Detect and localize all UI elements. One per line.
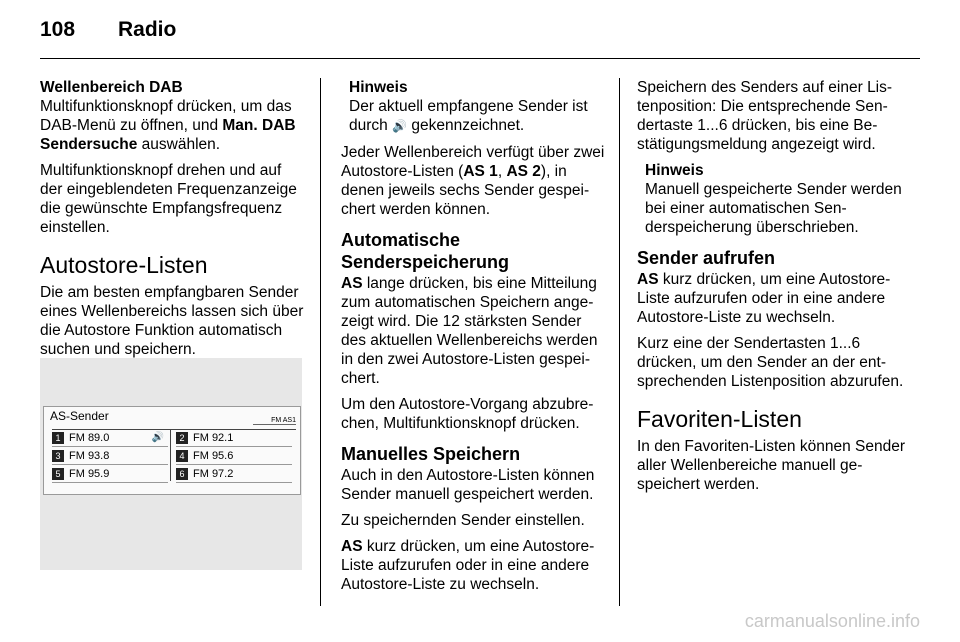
page-title: Radio bbox=[118, 18, 177, 41]
automatic-storing-paragraph-2: Um den Autostore-Vorgang abzubrechen, Multifunktionsknopf drücken. bbox=[341, 396, 594, 432]
automatic-storing-paragraph-1: AS lange drücken, bis eine Mitteilung zum automatischen Speichern angezeigt wird. Die 12 stärksten Sender des aktuellen Wellenbereichs werden in den zwei Autostore-Listen gespeichert. bbox=[341, 275, 598, 387]
radio-display bbox=[43, 406, 301, 495]
hint-1-title: Hinweis bbox=[349, 79, 408, 96]
manual-storing-paragraph-2: Zu speichernden Sender einstellen. bbox=[341, 512, 585, 529]
hint-box-1 bbox=[349, 78, 605, 136]
preset-4[interactable]: 4 FM 95.6 bbox=[176, 448, 292, 465]
column-3 bbox=[637, 78, 905, 501]
manual-storing-heading: Manuelles Speichern bbox=[341, 444, 521, 464]
column-2 bbox=[341, 78, 605, 601]
column-divider-1 bbox=[320, 78, 321, 606]
dab-heading: Wellenbereich DAB bbox=[40, 79, 183, 96]
column-1 bbox=[40, 78, 304, 366]
page-header bbox=[40, 18, 176, 42]
autostore-lists-paragraph: Jeder Wellenbereich verfügt über zwei Autostore-Listen (AS 1, AS 2), in denen jeweils sechs Sender gespeichert werden können. bbox=[341, 144, 605, 218]
preset-1[interactable]: 1 FM 89.0 🔊 bbox=[52, 430, 168, 447]
column-divider-2 bbox=[619, 78, 620, 606]
preset-grid-divider bbox=[170, 429, 171, 481]
page-number: 108 bbox=[40, 18, 76, 41]
autostore-heading: Autostore-Listen bbox=[40, 252, 208, 278]
hint-2-title: Hinweis bbox=[645, 162, 704, 179]
manual-storing-paragraph-1: Auch in den Autostore-Listen können Sender manuell gespeichert werden. bbox=[341, 467, 595, 503]
hint-2-text: Manuell gespeicherte Sender werden bei einer automatischen Senderspeicherung überschrieben. bbox=[645, 181, 902, 236]
dab-paragraph-2: Multifunktionsknopf drehen und auf der eingeblendeten Frequenzanzeige die gewünschte Empfangsfrequenz einstellen. bbox=[40, 162, 297, 236]
header-rule bbox=[40, 58, 920, 59]
favorites-paragraph: In den Favoriten-Listen können Sender aller Wellenbereiche manuell gespeichert werden. bbox=[637, 438, 905, 493]
favorites-heading: Favoriten-Listen bbox=[637, 406, 802, 432]
preset-2[interactable]: 2 FM 92.1 bbox=[176, 430, 292, 447]
speaker-icon: 🔊 bbox=[151, 432, 164, 443]
display-title: AS-Sender bbox=[50, 409, 109, 423]
recall-paragraph-1: AS kurz drücken, um eine Autostore-Liste aufzurufen oder in eine andere Autostore-Liste zu wechseln. bbox=[637, 271, 891, 326]
recall-heading: Sender aufrufen bbox=[637, 248, 776, 268]
recall-paragraph-2: Kurz eine der Sendertasten 1...6 drücken, um den Sender an der entsprechenden Listenposition abzurufen. bbox=[637, 335, 904, 390]
watermark: carmanualsonline.info bbox=[744, 611, 920, 631]
manual-storing-paragraph-3: AS kurz drücken, um eine Autostore-Liste aufzurufen oder in eine andere Autostore-Liste zu wechseln. bbox=[341, 538, 595, 593]
dab-paragraph-1: Multifunktionsknopf drücken, um das DAB-Menü zu öffnen, und Man. DAB Sendersuche auswählen. bbox=[40, 98, 296, 153]
autostore-screen-figure bbox=[40, 358, 302, 570]
speaker-icon: 🔊 bbox=[392, 119, 408, 133]
preset-6[interactable]: 6 FM 97.2 bbox=[176, 466, 292, 483]
automatic-storing-heading: Automatische Senderspeicherung bbox=[341, 230, 510, 272]
autostore-paragraph: Die am besten empfangbaren Sender eines Wellenbereichs lassen sich über die Autostore Funktion automatisch suchen und speichern. bbox=[40, 284, 304, 358]
display-list-tag: FM AS1 bbox=[253, 417, 296, 425]
preset-5[interactable]: 5 FM 95.9 bbox=[52, 466, 168, 483]
hint-1-text: Der aktuell empfangene Sender ist durch 🔊 gekennzeichnet. bbox=[349, 98, 588, 134]
hint-box-2 bbox=[645, 161, 905, 237]
store-position-paragraph: Speichern des Senders auf einer Listenposition: Die entsprechende Sendertaste 1...6 drücken, bis eine Bestätigungsmeldung angezeigt wird. bbox=[637, 79, 893, 153]
preset-3[interactable]: 3 FM 93.8 bbox=[52, 448, 168, 465]
